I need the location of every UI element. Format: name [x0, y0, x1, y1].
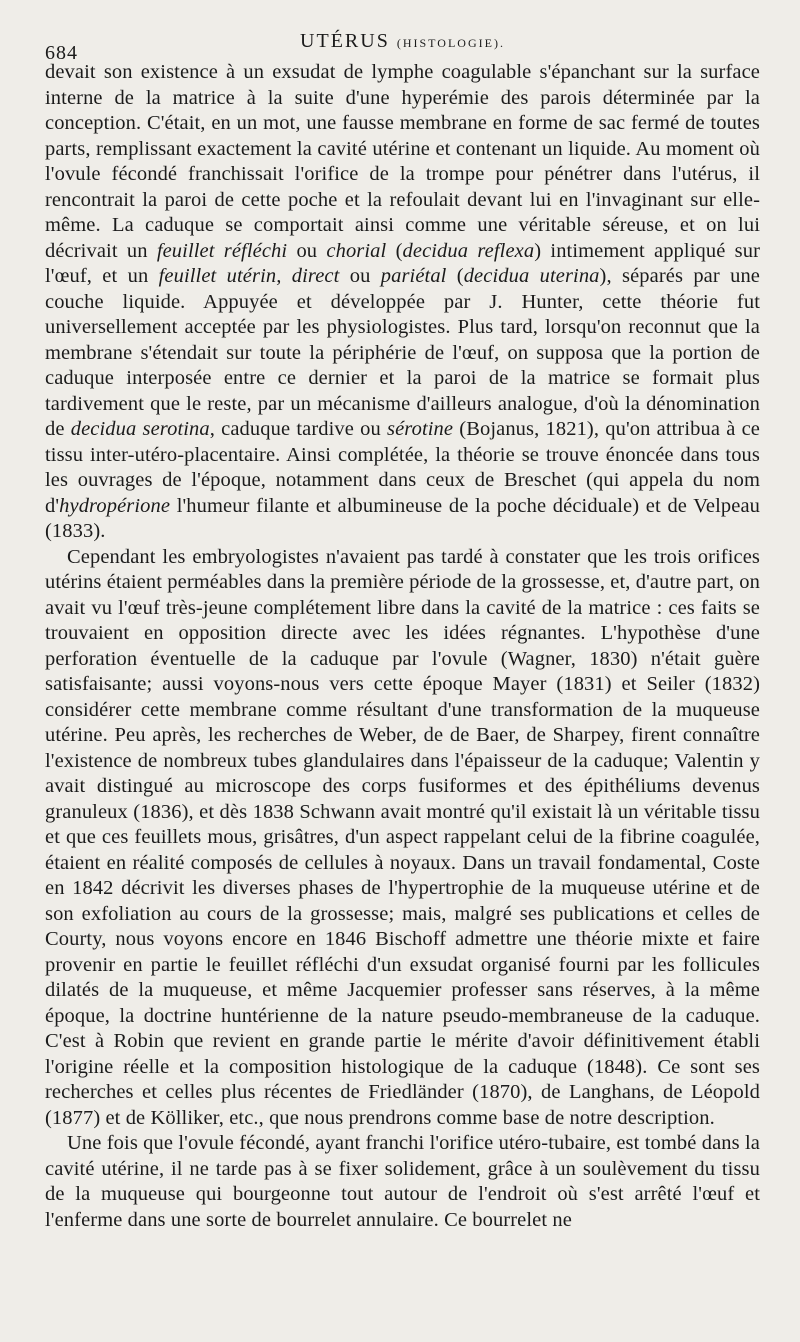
running-title-subtitle: (HISTOLOGIE). — [396, 36, 505, 50]
text-run: ( — [386, 239, 403, 262]
italic-term: feuillet réfléchi — [156, 239, 288, 262]
italic-term: chorial — [326, 239, 387, 262]
body-text — [45, 60, 760, 1233]
text-run: (Bojanus, 1821), qu'on attribua à ce tissu inter-utéro-placentaire. Ainsi complétée, la théorie se trouve énoncée dans tous les ouvrages de l'époque, notamment dans ceux de Breschet (qui appela du nom d' — [45, 418, 760, 517]
running-title-main: UTÉRUS — [300, 30, 390, 52]
italic-term: feuillet utérin, direct — [158, 265, 340, 287]
running-title — [45, 30, 760, 53]
text-run: devait son existence à un exsudat de lymphe coagulable s'épanchant sur la surface interne de la matrice à la suite d'une hyperémie des parois déterminée par la conception. C'était, en un mot, une fausse membrane en forme de sac fermé de toutes parts, remplissant exactement la cavité utérine et contenant un liquide. Au moment où l'ovule fécondé franchissait l'orifice de la trompe pour pénétrer dans l'utérus, il rencontrait la paroi de cette poche et la refoulait devant lui en l'invaginant sur elle-même. La caduque se comportait ainsi comme une véritable séreuse, et on lui décrivait un — [45, 61, 760, 262]
paragraph — [45, 1131, 760, 1233]
italic-term: decidua uterina — [463, 265, 600, 287]
italic-term: decidua reflexa — [402, 239, 535, 262]
page-header — [45, 28, 760, 64]
text-run: , caduque tardive ou — [209, 418, 388, 440]
text-run: ( — [446, 265, 464, 287]
text-run: Une fois que l'ovule fécondé, ayant franchi l'orifice utéro-tubaire, est tombé dans la cavité utérine, il ne tarde pas à se fixer solidement, grâce à un soulèvement du tissu de la muqueuse qui bourgeonne tout autour de l'endroit où s'est arrêté l'œuf et l'enferme dans une sorte de bourrelet annulaire. Ce bourrelet ne — [45, 1132, 760, 1231]
text-run: ), séparés par une couche liquide. Appuyée et développée par J. Hunter, cette théorie fut universellement acceptée par les physiologistes. Plus tard, lorsqu'on reconnut que la membrane s'étendait sur toute la périphérie de l'œuf, on supposa que la portion de caduque interposée entre ce dernier et la paroi de la matrice se formait plus tardivement que le reste, par un mécanisme d'ailleurs analogue, d'où la dénomination de — [45, 265, 761, 440]
italic-term: sérotine — [387, 418, 454, 440]
paragraph — [45, 60, 760, 545]
page-number: 684 — [45, 42, 78, 64]
text-run: ou — [339, 265, 381, 287]
text-run: l'humeur filante et albumineuse de la poche déciduale) et de Velpeau (1833). — [45, 494, 760, 542]
paragraph — [45, 545, 760, 1132]
italic-term: hydropérione — [59, 494, 171, 517]
text-run: ) intimement appliqué sur l'œuf, et un — [45, 239, 761, 287]
italic-term: pariétal — [380, 265, 447, 287]
italic-term: decidua serotina — [70, 418, 210, 440]
text-run: ou — [287, 239, 327, 262]
text-run: Cependant les embryologistes n'avaient pas tardé à constater que les trois orifices utérins étaient perméables dans la première période de la grossesse, et, d'autre part, on avait vu l'œuf très-jeune complétement libre dans la cavité de la matrice : ces faits se trouvaient en opposition directe avec les idées régnantes. L'hypothèse d'une perforation éventuelle de la caduque par l'ovule (Wagner, 1830) n'était guère satisfaisante; aussi voyons-nous vers cette époque Mayer (1831) et Seiler (1832) considérer cette membrane comme résultant d'une transformation de la muqueuse utérine. Peu après, les recherches de Weber, de de Baer, de Sharpey, firent connaître l'existence de nombreux tubes glandulaires dans l'épaisseur de la caduque; Valentin y avait distingué au microscope des corps fusiformes et des épithéliums devenus granuleux (1836), et dès 1838 Schwann avait montré qu'il existait là un véritable tissu et que ces feuillets mous, grisâtres, d'un aspect rappelant celui de la fibrine coagulée, étaient en réalité composés de cellules à noyaux. Dans un travail fondamental, Coste en 1842 décrivit les diverses phases de l'hypertrophie de la muqueuse utérine et de son exfoliation au cours de la grossesse; mais, malgré ses publications et celles de Courty, nous voyons encore en 1846 Bischoff admettre une théorie mixte et faire provenir en partie le feuillet réfléchi d'un exsudat organisé fourni par les follicules dilatés de la muqueuse, et même Jacquemier professer sans réserves, à la même époque, la doctrine huntérienne de la nature pseudo-membraneuse de la caduque. C'est à Robin que revient en grande partie le mérite d'avoir définitivement établi l'origine réelle et la composition histologique de la caduque (1848). Ce sont ses recherches et celles plus récentes de Friedländer (1870), de Langhans, de Léopold (1877) et de Kölliker, etc., que nous prendrons comme base de notre description. — [45, 545, 761, 1129]
